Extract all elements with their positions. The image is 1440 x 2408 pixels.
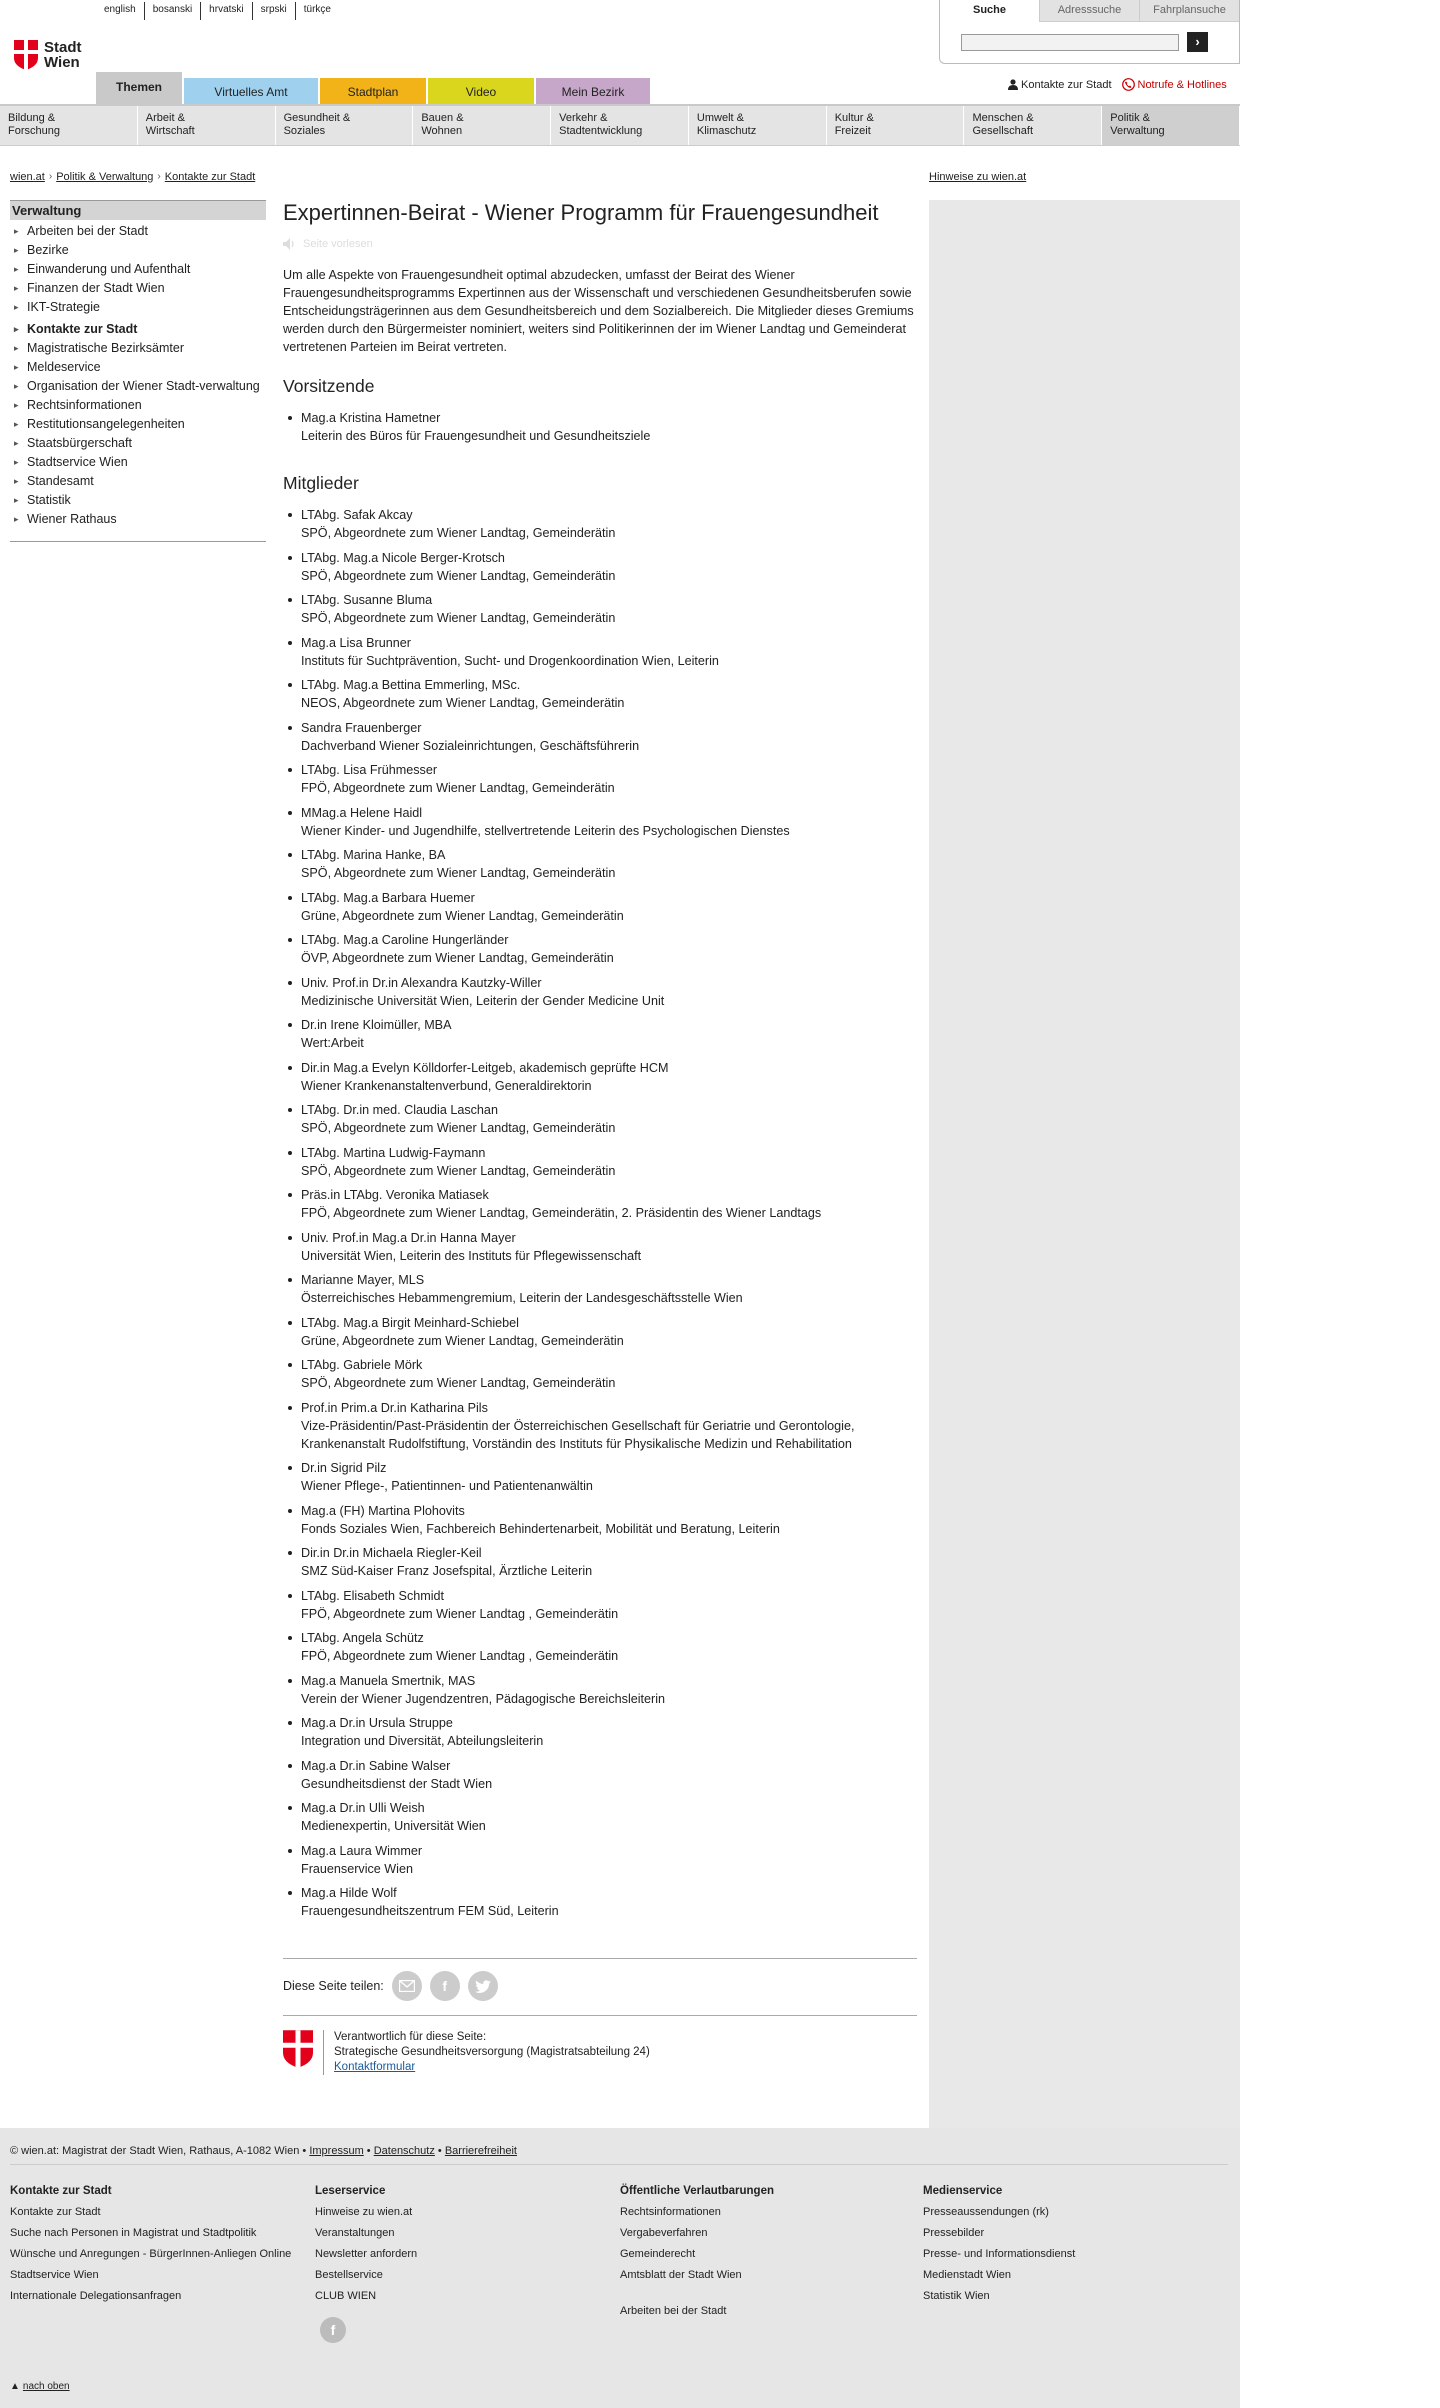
- responsible-text: [323, 2030, 650, 2075]
- person-name: Sandra Frauenberger: [301, 720, 422, 735]
- person-name: Mag.a (FH) Martina Plohovits: [301, 1503, 465, 1518]
- sidebar-items: [10, 224, 266, 527]
- list-item: [283, 634, 917, 670]
- footer-link[interactable]: Kontakte zur Stadt: [10, 2206, 101, 2218]
- list-item: [283, 1459, 917, 1495]
- person-name: LTAbg. Elisabeth Schmidt: [301, 1588, 445, 1603]
- cat-politik[interactable]: Politik & Verwaltung: [1102, 106, 1240, 145]
- lang-english[interactable]: english: [96, 2, 145, 20]
- breadcrumb-separator-icon: ›: [157, 171, 161, 182]
- tab-virtuelles-amt[interactable]: Virtuelles Amt: [184, 78, 318, 104]
- list-item: [283, 1629, 917, 1665]
- footer-link: [620, 2289, 910, 2297]
- list-item: [283, 1229, 917, 1265]
- list-item: [283, 761, 917, 797]
- person-name: LTAbg. Mag.a Nicole Berger-Krotsch: [301, 550, 505, 565]
- list-item: [283, 1399, 917, 1453]
- lang-hrvatski[interactable]: hrvatski: [201, 2, 252, 20]
- breadcrumb-home[interactable]: wien.at: [10, 171, 45, 183]
- list-item: [283, 1144, 917, 1180]
- facebook-icon[interactable]: f: [320, 2317, 346, 2343]
- footer-heading: Leserservice: [315, 2185, 386, 2197]
- person-name: Mag.a Dr.in Ulli Weish: [301, 1801, 425, 1815]
- person-name: Mag.a Lisa Brunner: [301, 635, 411, 650]
- person-role: Grüne, Abgeordnete zum Wiener Landtag, Gemeinderätin: [301, 1333, 624, 1348]
- footer-link[interactable]: Bestellservice: [315, 2269, 383, 2281]
- person-role: Vize-Präsidentin/Past-Präsidentin der Österreichischen Gesellschaft für Geriatrie und Gerontologie, Krankenanstalt Rudolfstiftung, Vorständin des Instituts für Physikalische Medizin und Rehabilitation: [301, 1418, 855, 1451]
- to-top-label: nach oben: [22, 2381, 70, 2392]
- members-heading: Mitglieder: [283, 473, 359, 493]
- person-name: Marianne Mayer, MLS: [301, 1273, 425, 1287]
- footer-link[interactable]: Hinweise zu wien.at: [315, 2206, 413, 2218]
- sidebar-item[interactable]: ▸ IKT-Strategie: [10, 300, 266, 315]
- header-links: [1008, 78, 1227, 91]
- language-bar: [96, 2, 339, 20]
- phone-icon: [1122, 78, 1135, 91]
- person-role: Grüne, Abgeordnete zum Wiener Landtag, Gemeinderätin: [301, 908, 624, 923]
- impressum-link[interactable]: Impressum: [309, 2145, 364, 2157]
- list-item: [283, 591, 917, 627]
- list-item: [283, 506, 917, 542]
- chair-list: [283, 409, 917, 445]
- list-item: [283, 1714, 917, 1750]
- person-name: LTAbg. Mag.a Birgit Meinhard-Schiebel: [301, 1315, 519, 1330]
- person-name: LTAbg. Martina Ludwig-Faymann: [301, 1145, 486, 1160]
- facebook-icon[interactable]: f: [430, 1971, 460, 2001]
- person-name: Mag.a Kristina Hametner: [301, 411, 441, 425]
- sidebar: [10, 200, 266, 542]
- lang-srpski[interactable]: srpski: [253, 2, 296, 20]
- breadcrumb-kontakte[interactable]: Kontakte zur Stadt: [164, 171, 256, 183]
- cat-gesundheit[interactable]: Gesundheit & Soziales: [276, 106, 414, 145]
- cat-umwelt[interactable]: Umwelt & Klimaschutz: [689, 106, 827, 145]
- responsible-box: [283, 2030, 917, 2075]
- sidebar-item[interactable]: ▸ Standesamt: [10, 474, 266, 489]
- person-name: LTAbg. Mag.a Barbara Huemer: [301, 890, 475, 905]
- person-role: Fonds Soziales Wien, Fachbereich Behindertenarbeit, Mobilität und Beratung, Leiterin: [301, 1521, 780, 1536]
- footer-link[interactable]: Internationale Delegationsanfragen: [10, 2290, 182, 2302]
- person-name: LTAbg. Safak Akcay: [301, 508, 413, 522]
- list-item: [283, 1757, 917, 1793]
- breadcrumb: [10, 171, 255, 183]
- responsible-label: Verantwortlich für diese Seite:: [334, 2031, 487, 2043]
- sidebar-item[interactable]: ▸ Stadtservice Wien: [10, 455, 266, 470]
- footer-link[interactable]: Veranstaltungen: [315, 2227, 395, 2239]
- footer-link[interactable]: Pressebilder: [923, 2227, 985, 2239]
- contact-form-link[interactable]: Kontaktformular: [334, 2061, 416, 2073]
- right-column: [929, 200, 1240, 2128]
- person-role: SPÖ, Abgeordnete zum Wiener Landtag, Gemeinderätin: [301, 1163, 616, 1178]
- person-name: Präs.in LTAbg. Veronika Matiasek: [301, 1188, 489, 1202]
- footer-link[interactable]: Gemeinderecht: [620, 2248, 696, 2260]
- sidebar-item[interactable]: ▸ Wiener Rathaus: [10, 512, 266, 527]
- person-role: Medienexpertin, Universität Wien: [301, 1819, 486, 1833]
- list-item: [283, 1059, 917, 1095]
- person-role: Frauengesundheitszentrum FEM Süd, Leiterin: [301, 1904, 559, 1918]
- footer-link[interactable]: Amtsblatt der Stadt Wien: [620, 2269, 742, 2281]
- footer: [0, 2128, 1240, 2408]
- list-item: [283, 846, 917, 882]
- member-list: [283, 506, 917, 1920]
- category-nav: [0, 106, 1240, 146]
- footer-column: [620, 2185, 910, 2325]
- footer-link[interactable]: Presseaussendungen (rk): [923, 2206, 1049, 2218]
- person-name: Dir.in Mag.a Evelyn Kölldorfer-Leitgeb, akademisch geprüfte HCM: [301, 1060, 669, 1075]
- sidebar-item[interactable]: ▸ Statistik: [10, 493, 266, 508]
- person-role: SPÖ, Abgeordnete zum Wiener Landtag, Gemeinderätin: [301, 1121, 616, 1135]
- list-item: [283, 1016, 917, 1052]
- sidebar-item[interactable]: ▸ Restitutionsangelegenheiten: [10, 417, 266, 432]
- cat-bauen[interactable]: Bauen & Wohnen: [413, 106, 551, 145]
- list-item: [283, 1502, 917, 1538]
- logo-text: Stadt Wien: [44, 39, 82, 71]
- footer-divider: [283, 2015, 917, 2016]
- cat-kultur[interactable]: Kultur & Freizeit: [827, 106, 965, 145]
- share-bar: [283, 1971, 917, 2001]
- person-name: Dir.in Dr.in Michaela Riegler-Keil: [301, 1546, 482, 1560]
- person-name: Dr.in Irene Kloimüller, MBA: [301, 1018, 452, 1032]
- list-item: [283, 931, 917, 967]
- person-role: NEOS, Abgeordnete zum Wiener Landtag, Gemeinderätin: [301, 696, 625, 710]
- person-role: Leiterin des Büros für Frauengesundheit und Gesundheitsziele: [301, 429, 651, 443]
- person-role: Integration und Diversität, Abteilungsleiterin: [301, 1734, 544, 1748]
- list-item: [283, 1672, 917, 1708]
- page-title: Expertinnen-Beirat - Wiener Programm für Frauengesundheit: [283, 200, 879, 225]
- sidebar-item[interactable]: ▸ Arbeiten bei der Stadt: [10, 224, 266, 239]
- sidebar-item[interactable]: ▸ Staatsbürgerschaft: [10, 436, 266, 451]
- email-icon[interactable]: [392, 1971, 422, 2001]
- tab-themen[interactable]: Themen: [96, 72, 182, 104]
- list-item: [283, 1356, 917, 1392]
- person-role: ÖVP, Abgeordnete zum Wiener Landtag, Gemeinderätin: [301, 951, 614, 965]
- footer-link[interactable]: Suche nach Personen in Magistrat und Stadtpolitik: [10, 2227, 257, 2239]
- person-role: Wiener Kinder- und Jugendhilfe, stellvertretende Leiterin des Psychologischen Dienstes: [301, 823, 790, 838]
- person-name: Mag.a Hilde Wolf: [301, 1886, 397, 1900]
- lang-bosanski[interactable]: bosanski: [145, 2, 201, 20]
- person-name: Dr.in Sigrid Pilz: [301, 1461, 387, 1475]
- footer-link[interactable]: Wünsche und Anregungen - BürgerInnen-Anliegen Online: [10, 2248, 292, 2260]
- sidebar-item[interactable]: ▸ Meldeservice: [10, 360, 266, 375]
- share-label: Diese Seite teilen:: [283, 1979, 384, 1993]
- list-item: [283, 1186, 917, 1222]
- person-role: FPÖ, Abgeordnete zum Wiener Landtag, Gemeinderätin: [301, 781, 615, 795]
- footer-link[interactable]: Medienstadt Wien: [923, 2269, 1012, 2281]
- twitter-icon[interactable]: [468, 1971, 498, 2001]
- person-role: Wert:Arbeit: [301, 1036, 364, 1050]
- person-role: FPÖ, Abgeordnete zum Wiener Landtag, Gemeinderätin, 2. Präsidentin des Wiener Landtags: [301, 1206, 822, 1220]
- cat-bildung[interactable]: Bildung & Forschung: [0, 106, 138, 145]
- person-name: Mag.a Manuela Smertnik, MAS: [301, 1673, 476, 1688]
- list-item: [283, 1587, 917, 1623]
- sidebar-item[interactable]: ▸ Rechtsinformationen: [10, 398, 266, 413]
- person-role: Instituts für Suchtprävention, Sucht- und Drogenkoordination Wien, Leiterin: [301, 653, 719, 668]
- footer-link[interactable]: Vergabeverfahren: [620, 2227, 708, 2239]
- tab-suche[interactable]: Suche: [940, 0, 1039, 22]
- person-role: Medizinische Universität Wien, Leiterin der Gender Medicine Unit: [301, 993, 665, 1008]
- person-name: Univ. Prof.in Dr.in Alexandra Kautzky-Willer: [301, 975, 542, 990]
- footer-column: [10, 2185, 300, 2310]
- tab-adresssuche[interactable]: Adresssuche: [1039, 0, 1139, 22]
- list-item: [283, 1842, 917, 1878]
- sidebar-heading[interactable]: Verwaltung: [10, 200, 266, 220]
- footer-heading: Kontakte zur Stadt: [10, 2185, 112, 2197]
- theme-tabs: [96, 72, 652, 104]
- vienna-shield-icon: [14, 40, 38, 70]
- person-role: SMZ Süd-Kaiser Franz Josefspital, Ärztliche Leiterin: [301, 1564, 593, 1578]
- person-name: Mag.a Dr.in Sabine Walser: [301, 1758, 451, 1773]
- sidebar-item[interactable]: ▸ Organisation der Wiener Stadt-verwaltung: [10, 379, 266, 394]
- person-role: SPÖ, Abgeordnete zum Wiener Landtag, Gemeinderätin: [301, 866, 616, 880]
- datenschutz-link[interactable]: Datenschutz: [373, 2145, 435, 2157]
- cat-arbeit[interactable]: Arbeit & Wirtschaft: [138, 106, 276, 145]
- tab-fahrplansuche[interactable]: Fahrplansuche: [1139, 0, 1239, 22]
- search-input[interactable]: [961, 34, 1179, 51]
- footer-column: [923, 2185, 1213, 2310]
- list-item: [283, 1314, 917, 1350]
- footer-link[interactable]: Rechtsinformationen: [620, 2206, 721, 2218]
- footer-link[interactable]: CLUB WIEN: [315, 2290, 377, 2302]
- person-name: LTAbg. Angela Schütz: [301, 1631, 424, 1645]
- person-role: Gesundheitsdienst der Stadt Wien: [301, 1776, 493, 1791]
- contact-link[interactable]: [1008, 79, 1112, 91]
- search-tabs: [940, 0, 1239, 22]
- tab-video[interactable]: Video: [428, 78, 534, 104]
- cat-verkehr[interactable]: Verkehr & Stadtentwicklung: [551, 106, 689, 145]
- person-role: SPÖ, Abgeordnete zum Wiener Landtag, Gemeinderätin: [301, 568, 616, 583]
- footer-link[interactable]: Stadtservice Wien: [10, 2269, 99, 2281]
- footer-link[interactable]: Newsletter anfordern: [315, 2248, 418, 2260]
- list-item: [283, 974, 917, 1010]
- list-item: [283, 1799, 917, 1835]
- list-item: [283, 1271, 917, 1307]
- tab-stadtplan[interactable]: Stadtplan: [320, 78, 426, 104]
- list-item: [283, 804, 917, 840]
- footer-link[interactable]: Statistik Wien: [923, 2290, 990, 2302]
- person-name: LTAbg. Mag.a Caroline Hungerländer: [301, 933, 509, 947]
- sidebar-item[interactable]: ▸ Kontakte zur Stadt: [10, 322, 266, 337]
- list-item: [283, 409, 917, 445]
- emergency-link-label: Notrufe & Hotlines: [1137, 78, 1227, 91]
- person-role: Universität Wien, Leiterin des Instituts für Pflegewissenschaft: [301, 1248, 642, 1263]
- person-name: Mag.a Laura Wimmer: [301, 1843, 423, 1858]
- vienna-shield-icon: [283, 2030, 313, 2068]
- sidebar-item[interactable]: ▸ Bezirke: [10, 243, 266, 258]
- speaker-icon: [283, 238, 297, 250]
- person-role: Österreichisches Hebammengremium, Leiterin der Landesgeschäftsstelle Wien: [301, 1291, 743, 1305]
- list-item: [283, 676, 917, 712]
- person-name: MMag.a Helene Haidl: [301, 805, 423, 820]
- person-name: Prof.in Prim.a Dr.in Katharina Pils: [301, 1400, 488, 1415]
- person-role: FPÖ, Abgeordnete zum Wiener Landtag , Gemeinderätin: [301, 1606, 619, 1621]
- sidebar-item[interactable]: ▸ Einwanderung und Aufenthalt: [10, 262, 266, 277]
- person-name: LTAbg. Marina Hanke, BA: [301, 848, 446, 862]
- hinweise-link[interactable]: Hinweise zu wien.at: [929, 171, 1027, 183]
- footer-heading: Öffentliche Verlautbarungen: [620, 2185, 774, 2197]
- search-panel: [939, 0, 1240, 64]
- person-role: Frauenservice Wien: [301, 1861, 413, 1876]
- list-item: [283, 719, 917, 755]
- person-name: LTAbg. Lisa Frühmesser: [301, 763, 438, 777]
- person-role: SPÖ, Abgeordnete zum Wiener Landtag, Gemeinderätin: [301, 526, 616, 540]
- breadcrumb-politik[interactable]: Politik & Verwaltung: [56, 171, 154, 183]
- search-button[interactable]: ›: [1187, 32, 1208, 52]
- footer-link[interactable]: Presse- und Informationsdienst: [923, 2248, 1076, 2260]
- list-item: [283, 889, 917, 925]
- list-item: [283, 1884, 917, 1920]
- barrierefreiheit-link[interactable]: Barrierefreiheit: [444, 2145, 517, 2157]
- share-divider: [283, 1958, 917, 1959]
- person-name: LTAbg. Gabriele Mörk: [301, 1358, 423, 1372]
- chair-heading: Vorsitzende: [283, 376, 375, 396]
- list-item: [283, 1544, 917, 1580]
- person-role: Verein der Wiener Jugendzentren, Pädagogische Bereichsleiterin: [301, 1691, 666, 1706]
- arrow-up-icon: ▲: [10, 2381, 20, 2392]
- copyright: © wien.at: Magistrat der Stadt Wien, Rathaus, A-1082 Wien • Impressum • Datenschutz • Barrierefreiheit: [10, 2145, 517, 2157]
- main-content: [283, 200, 917, 2075]
- person-name: Univ. Prof.in Mag.a Dr.in Hanna Mayer: [301, 1230, 516, 1245]
- person-role: Wiener Pflege-, Patientinnen- und Patientenanwältin: [301, 1479, 593, 1493]
- responsible-org: Strategische Gesundheitsversorgung (Magistratsabteilung 24): [334, 2046, 650, 2058]
- breadcrumb-separator-icon: ›: [48, 171, 53, 182]
- person-name: LTAbg. Mag.a Bettina Emmerling, MSc.: [301, 678, 521, 692]
- read-aloud-label: Seite vorlesen: [303, 238, 373, 250]
- lang-turkce[interactable]: türkçe: [303, 4, 331, 15]
- site-logo[interactable]: [14, 40, 82, 70]
- footer-line: [10, 2164, 1228, 2165]
- cat-menschen[interactable]: Menschen & Gesellschaft: [964, 106, 1102, 145]
- emergency-link[interactable]: [1122, 78, 1227, 91]
- person-role: FPÖ, Abgeordnete zum Wiener Landtag , Gemeinderätin: [301, 1649, 619, 1663]
- person-icon: [1008, 79, 1018, 90]
- tab-mein-bezirk[interactable]: Mein Bezirk: [536, 78, 650, 104]
- copyright-text: © wien.at: Magistrat der Stadt Wien, Rathaus, A-1082 Wien: [10, 2145, 300, 2157]
- person-role: SPÖ, Abgeordnete zum Wiener Landtag, Gemeinderätin: [301, 1376, 616, 1390]
- footer-column: [315, 2185, 605, 2343]
- footer-link[interactable]: Arbeiten bei der Stadt: [620, 2305, 727, 2317]
- list-item: [283, 549, 917, 585]
- person-name: LTAbg. Susanne Bluma: [301, 593, 433, 607]
- sidebar-divider: [10, 541, 266, 542]
- intro-text: Um alle Aspekte von Frauengesundheit optimal abzudecken, umfasst der Beirat des Wiener Frauengesundheitsprogramms Expertinnen aus der Wissenschaft und verschiedenen Gesundheitsberufen sowie Entscheidungsträgerinnen aus dem Gesundheitsbereich und dem Sozialbereich. Die Mitglieder dieses Gremiums werden durch den Bürgermeister nominiert, weiters sind Politikerinnen der im Wiener Landtag und Gemeinderat vertretenen Parteien im Beirat vertreten.: [283, 268, 914, 354]
- list-item: [283, 1101, 917, 1137]
- person-role: Dachverband Wiener Sozialeinrichtungen, Geschäftsführerin: [301, 738, 640, 753]
- sidebar-item[interactable]: ▸ Finanzen der Stadt Wien: [10, 281, 266, 296]
- person-role: SPÖ, Abgeordnete zum Wiener Landtag, Gemeinderätin: [301, 611, 616, 625]
- person-role: Wiener Krankenanstaltenverbund, Generaldirektorin: [301, 1078, 592, 1093]
- footer-heading: Medienservice: [923, 2185, 1003, 2197]
- sidebar-item[interactable]: ▸ Magistratische Bezirksämter: [10, 341, 266, 356]
- to-top-link[interactable]: [10, 2381, 70, 2392]
- person-name: LTAbg. Dr.in med. Claudia Laschan: [301, 1103, 498, 1117]
- person-name: Mag.a Dr.in Ursula Struppe: [301, 1716, 453, 1730]
- contact-link-label: Kontakte zur Stadt: [1021, 78, 1112, 91]
- read-aloud-link[interactable]: [283, 236, 917, 252]
